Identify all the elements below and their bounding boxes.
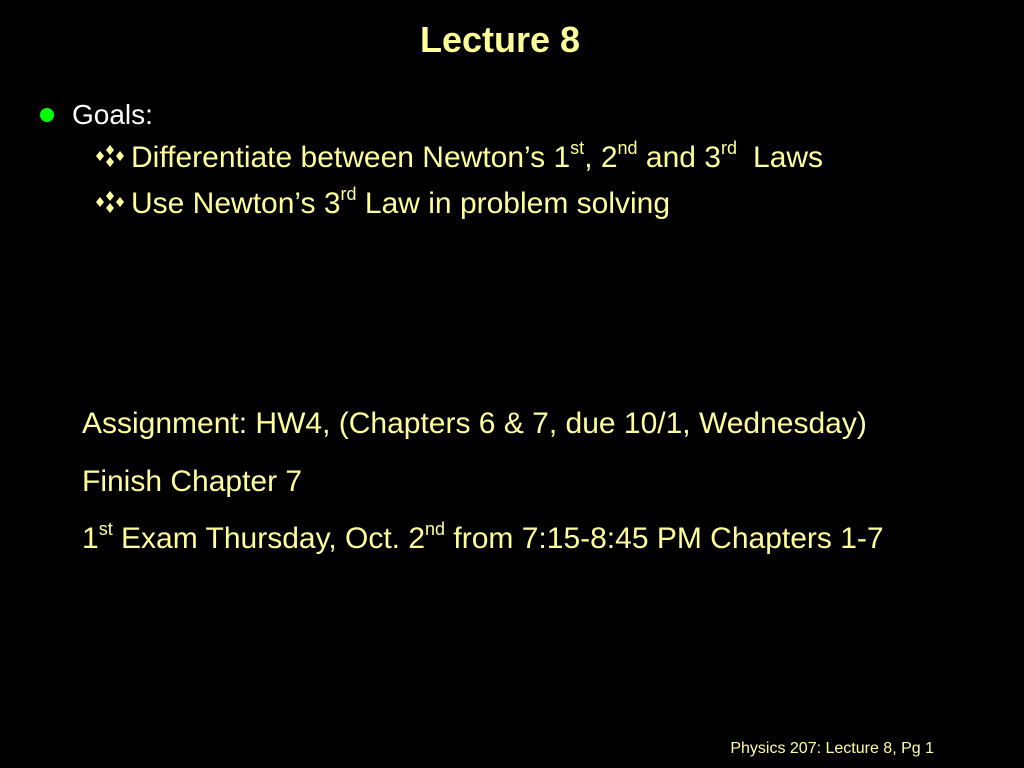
finish-chapter-line: Finish Chapter 7 [82, 465, 303, 498]
exam-line [82, 521, 884, 557]
green-dot-icon [40, 108, 54, 122]
goal-2-sup-rd: rd [340, 184, 357, 204]
four-diamond-icon [95, 145, 125, 167]
exam-text-mid: Exam Thursday, Oct. 2 [112, 522, 426, 555]
slide-footer: Physics 207: Lecture 8, Pg 1 [730, 740, 934, 757]
goal-1-text-suffix: Laws [753, 141, 824, 174]
goal-1-text-mid1: , 2 [584, 141, 618, 174]
goal-item-newtons-laws [95, 140, 823, 176]
exam-text-prefix: 1 [82, 522, 99, 555]
assignment-line: Assignment: HW4, (Chapters 6 & 7, due 10/1, Wednesday) [82, 407, 867, 440]
exam-sup-nd: nd [425, 519, 446, 539]
slide-title: Lecture 8 [419, 19, 581, 60]
goal-2-text-prefix: Use Newton’s 3 [131, 187, 341, 220]
goal-2-text-suffix: Law in problem solving [356, 187, 671, 220]
goal-1-text-prefix: Differentiate between Newton’s 1 [131, 141, 571, 174]
goals-label: Goals: [72, 99, 153, 130]
goal-1-text-mid2: and 3 [637, 141, 721, 174]
four-diamond-icon [95, 191, 125, 213]
goal-1-sup-rd: rd [721, 138, 738, 158]
goal-item-third-law [95, 186, 670, 222]
exam-text-suffix: from 7:15-8:45 PM Chapters 1-7 [445, 522, 884, 555]
exam-sup-st: st [98, 519, 113, 539]
goal-1-sup-nd: nd [617, 138, 638, 158]
goal-1-sup-st: st [570, 138, 585, 158]
goals-bullet-row [40, 98, 153, 132]
